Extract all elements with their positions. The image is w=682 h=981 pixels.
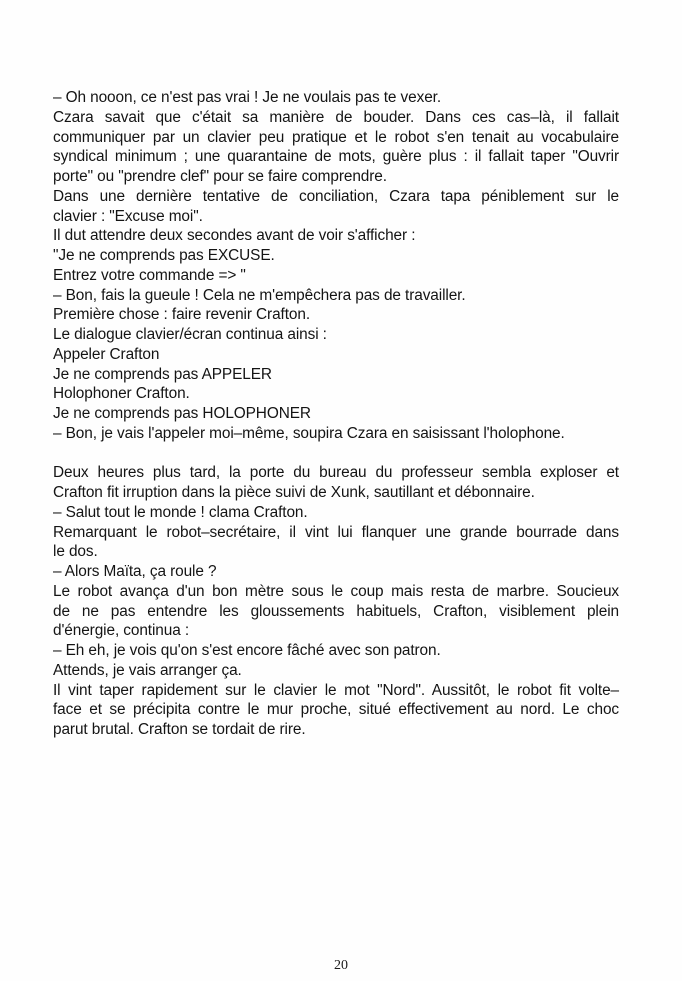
text-line: Je ne comprends pas HOLOPHONER bbox=[53, 405, 311, 422]
text-line: Czara savait que c'était sa manière de bouder. Dans ces cas–là, il fallait bbox=[53, 108, 619, 126]
text-line: Appeler Crafton bbox=[53, 345, 160, 363]
text-line: – Eh eh, je vois qu'on s'est encore fâché avec son patron. bbox=[53, 642, 441, 659]
text-line: Dans une dernière tentative de conciliation, Czara tapa péniblement sur le bbox=[53, 187, 619, 205]
text-line: parut brutal. Crafton se tordait de rire. bbox=[53, 721, 306, 738]
text-line: Holophoner Crafton. bbox=[53, 385, 190, 403]
page-number: 20 bbox=[334, 958, 348, 973]
text-line: Attends, je vais arranger ça. bbox=[53, 661, 242, 679]
text-line: Le robot avança d'un bon mètre sous le coup mais resta de marbre. Soucieux bbox=[53, 582, 619, 600]
text-line: – Oh nooon, ce n'est pas vrai ! Je ne voulais pas te vexer. bbox=[53, 89, 442, 106]
page-body-text bbox=[53, 88, 619, 740]
text-line: – Bon, je vais l'appeler moi–même, soupira Czara en saisissant l'holophone. bbox=[53, 424, 565, 442]
text-line: Le dialogue clavier/écran continua ainsi : bbox=[53, 326, 327, 343]
text-line: Première chose : faire revenir Crafton. bbox=[53, 306, 310, 324]
text-line: Deux heures plus tard, la porte du bureau du professeur sembla exploser et bbox=[53, 464, 619, 482]
text-line: communiquer par un clavier peu pratique et le robot s'en tenait au vocabulaire bbox=[53, 128, 619, 146]
text-line: syndical minimum ; une quarantaine de mots, guère plus : il fallait taper "Ouvrir bbox=[53, 148, 619, 166]
text-line: "Je ne comprends pas EXCUSE. bbox=[53, 247, 275, 264]
text-line: – Bon, fais la gueule ! Cela ne m'empêchera pas de travailler. bbox=[53, 286, 466, 304]
text-line: Il vint taper rapidement sur le clavier le mot "Nord". Aussitôt, le robot fit volte– bbox=[53, 681, 619, 699]
text-line: – Alors Maïta, ça roule ? bbox=[53, 563, 217, 580]
text-line: clavier : "Excuse moi". bbox=[53, 207, 203, 225]
paragraph-1 bbox=[53, 88, 619, 444]
text-line: – Salut tout le monde ! clama Crafton. bbox=[53, 503, 308, 521]
paragraph-gap bbox=[53, 444, 619, 464]
paragraph-2 bbox=[53, 463, 619, 740]
text-line: de ne pas entendre les gloussements habituels, Crafton, visiblement plein bbox=[53, 602, 619, 620]
text-line: d'énergie, continua : bbox=[53, 622, 190, 640]
text-line: Remarquant le robot–secrétaire, il vint lui flanquer une grande bourrade dans bbox=[53, 523, 619, 541]
text-line: Crafton fit irruption dans la pièce suivi de Xunk, sautillant et débonnaire. bbox=[53, 484, 535, 501]
text-line: Il dut attendre deux secondes avant de voir s'afficher : bbox=[53, 227, 416, 245]
text-line: Je ne comprends pas APPELER bbox=[53, 365, 272, 383]
text-line: le dos. bbox=[53, 543, 98, 561]
text-line: porte" ou "prendre clef" pour se faire comprendre. bbox=[53, 168, 387, 185]
text-line: Entrez votre commande => " bbox=[53, 266, 246, 284]
text-line: face et se précipita contre le mur proche, situé effectivement au nord. Le choc bbox=[53, 701, 619, 719]
